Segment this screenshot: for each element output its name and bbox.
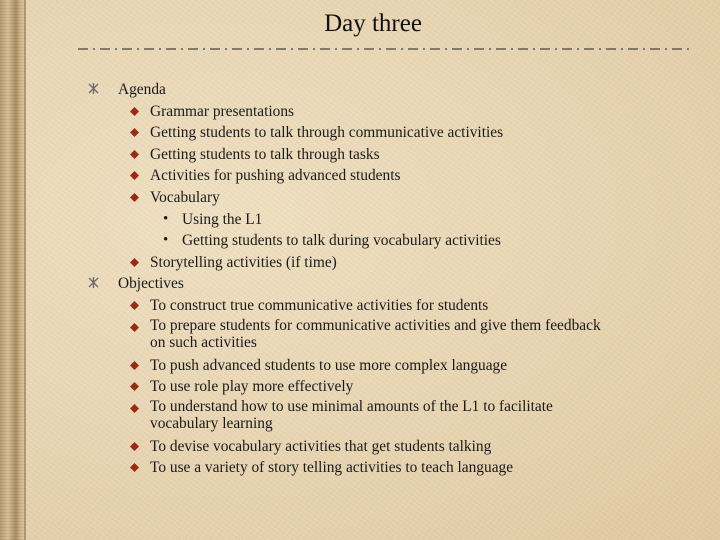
diamond-icon <box>130 301 139 310</box>
section-objectives <box>0 273 720 295</box>
list-item-text: Storytelling activities (if time) <box>150 253 337 271</box>
diamond-icon <box>130 463 139 472</box>
diamond-icon <box>130 128 139 137</box>
list-item <box>0 122 720 144</box>
diamond-icon <box>130 193 139 202</box>
diamond-icon <box>130 361 139 370</box>
list-item-text: Activities for pushing advanced students <box>150 167 401 185</box>
list-item <box>0 165 720 187</box>
diamond-icon <box>130 382 139 391</box>
list-item-line: To understand how to use minimal amounts of the L1 to facilitate <box>150 397 553 415</box>
list-item <box>0 101 720 123</box>
slide-title: Day three <box>324 10 422 37</box>
list-item <box>0 295 720 317</box>
list-item-line: To prepare students for communicative activities and give them feedback <box>150 316 601 334</box>
list-item <box>0 355 720 377</box>
list-item-text: Grammar presentations <box>150 102 295 120</box>
sub-list-item <box>0 230 720 252</box>
diamond-icon <box>130 323 139 332</box>
list-item-text: To devise vocabulary activities that get students talking <box>150 437 492 455</box>
list-item-text: To construct true communicative activities for students <box>150 296 489 314</box>
list-item-text: To push advanced students to use more complex language <box>150 356 508 374</box>
sub-list-item-text: Getting students to talk during vocabulary activities <box>182 232 501 250</box>
diamond-icon <box>130 404 139 413</box>
list-item <box>0 144 720 166</box>
list-item <box>0 436 720 458</box>
list-item-text: Getting students to talk through tasks <box>150 145 380 163</box>
list-item-text: Getting students to talk through communicative activities <box>150 124 504 142</box>
list-item-text: Vocabulary <box>150 188 220 206</box>
diamond-icon <box>130 107 139 116</box>
list-item-text: To use a variety of story telling activities to teach language <box>150 459 514 477</box>
list-item <box>0 317 720 355</box>
sub-list-item-text: Using the L1 <box>182 210 263 228</box>
section-agenda <box>0 79 720 101</box>
list-item-text: To use role play more effectively <box>150 378 354 396</box>
slide-body <box>0 79 720 479</box>
section-heading: Agenda <box>118 81 166 98</box>
sub-list-item <box>0 209 720 231</box>
diamond-icon <box>130 258 139 267</box>
x-cross-icon <box>87 276 100 289</box>
diamond-icon <box>130 171 139 180</box>
list-item <box>0 252 720 274</box>
section-heading: Objectives <box>118 275 184 293</box>
x-cross-icon <box>87 82 100 95</box>
title-rule <box>78 48 690 50</box>
dot-icon: • <box>163 210 169 227</box>
list-item <box>0 187 720 209</box>
list-item <box>0 398 720 436</box>
list-item <box>0 376 720 398</box>
list-item <box>0 457 720 479</box>
list-item-line: vocabulary learning <box>150 414 273 432</box>
list-item-line: on such activities <box>150 333 257 351</box>
diamond-icon <box>130 442 139 451</box>
diamond-icon <box>130 150 139 159</box>
dot-icon: • <box>163 232 169 249</box>
